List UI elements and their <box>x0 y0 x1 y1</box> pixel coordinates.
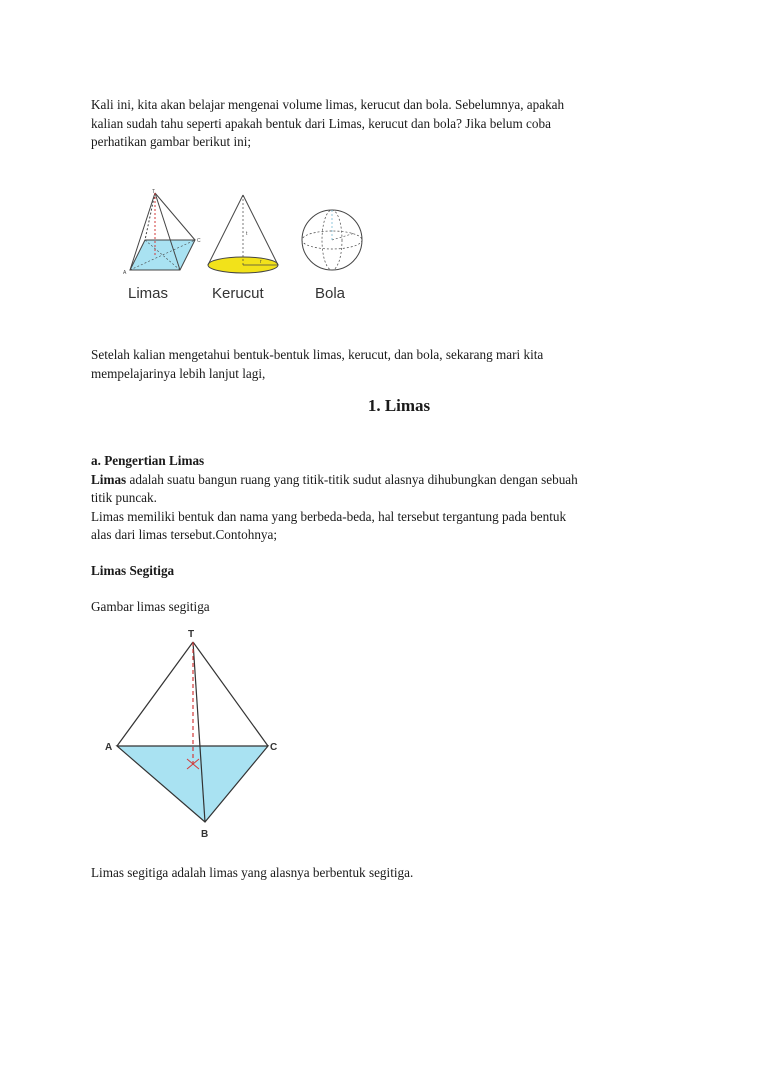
intro-paragraph <box>91 96 676 152</box>
segitiga-caption: Gambar limas segitiga <box>91 599 210 614</box>
kerucut-drawing <box>208 195 278 273</box>
definition-text: adalah suatu bangun ruang yang titik-titik sudut alasnya dihubungkan dengan sebuah <box>126 471 578 487</box>
shapes-figure <box>110 185 370 305</box>
limas-drawing <box>123 189 201 276</box>
intro-line-2: kalian sudah tahu seperti apakah bentuk dari Limas, kerucut dan bola? Jika belum coba <box>91 115 551 131</box>
definition-subheading: a. Pengertian Limas <box>91 453 205 468</box>
vertex-t-label: T <box>188 629 195 640</box>
after-figure-line-1: Setelah kalian mengetahui bentuk-bentuk limas, kerucut, dan bola, sekarang mari kita <box>91 347 544 362</box>
definition-term: Limas <box>91 471 127 487</box>
definition-line-1 <box>91 471 676 490</box>
kerucut-label: Kerucut <box>212 285 264 302</box>
limas-vertex-right: C <box>197 238 201 244</box>
limas-label: Limas <box>128 285 169 302</box>
definition-line-3: Limas memiliki bentuk dan nama yang berbeda-beda, hal tersebut tergantung pada bentuk <box>91 508 567 524</box>
bola-drawing <box>302 210 362 270</box>
kerucut-height-label: t <box>246 231 248 237</box>
kerucut-radius-label: r <box>260 259 262 265</box>
segitiga-description: Limas segitiga adalah limas yang alasnya berbentuk segitiga. <box>91 865 414 880</box>
segitiga-heading: Limas Segitiga <box>91 563 175 578</box>
limas-vertex-top: T <box>152 189 156 195</box>
after-figure-paragraph <box>91 346 676 383</box>
section-title: 1. Limas <box>367 396 431 415</box>
intro-line-1: Kali ini, kita akan belajar mengenai volume limas, kerucut dan bola. Sebelumnya, apakah <box>91 97 565 112</box>
bola-label: Bola <box>315 285 346 302</box>
intro-line-3: perhatikan gambar berikut ini; <box>91 134 252 150</box>
after-figure-line-2: mempelajarinya lebih lanjut lagi, <box>91 365 266 381</box>
limas-vertex-left: A <box>123 270 127 276</box>
vertex-a-label: A <box>105 742 113 753</box>
definition-line-2: titik puncak. <box>91 490 157 506</box>
definition-block <box>91 452 676 545</box>
definition-line-4: alas dari limas tersebut.Contohnya; <box>91 527 278 543</box>
vertex-c-label: C <box>270 742 278 753</box>
vertex-b-label: B <box>201 829 209 840</box>
limas-segitiga-figure <box>100 622 290 842</box>
